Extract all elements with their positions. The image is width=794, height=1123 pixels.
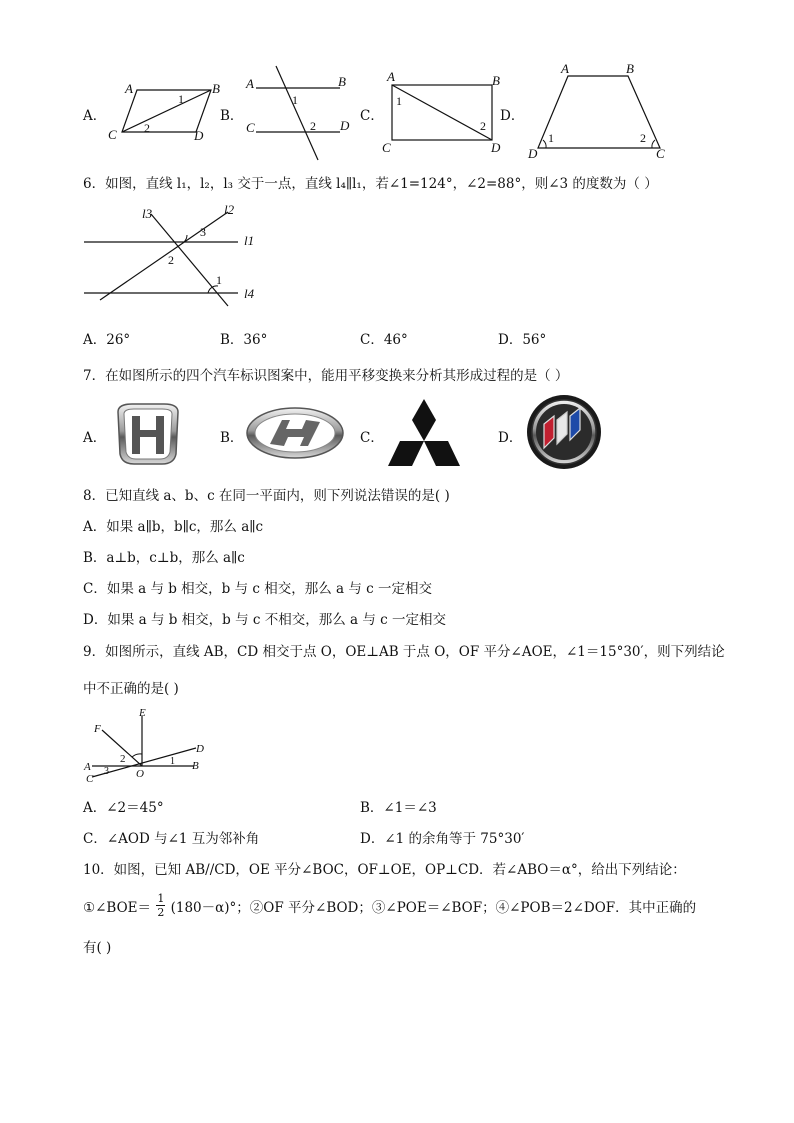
q9-figure	[80, 704, 220, 784]
q8-question-text: 8．已知直线 a、b、c 在同一平面内，则下列说法错误的是( )	[83, 488, 450, 504]
q6-option-c: C．46°	[360, 332, 408, 348]
q6-option-a: A．26°	[83, 332, 131, 348]
q5a-label-c: C	[108, 127, 117, 142]
q6-label-l3: l3	[142, 206, 153, 221]
q6-label-l1: l1	[244, 233, 255, 248]
q6-question-text: 6．如图，直线 l₁，l₂，l₃ 交于一点，直线 l₄∥l₁，若∠1=124°，∠2=88°，则∠3 的度数为（ ）	[83, 176, 658, 192]
q9-label-d: D	[196, 743, 204, 755]
q5-figure-d	[524, 62, 674, 162]
q5d-label-c: C	[656, 146, 665, 161]
q6-label-l2: l2	[224, 202, 235, 217]
q10-question-text-line1: 10．如图，已知 AB//CD，OE 平分∠BOC，OF⊥OE，OP⊥CD．若∠ABO＝α°，给出下列结论：	[83, 862, 686, 878]
q5-figure-c	[378, 70, 510, 156]
q8-option-c: C．如果 a 与 b 相交，b 与 c 相交，那么 a 与 c 一定相交	[83, 581, 433, 597]
q5c-label-d: D	[491, 140, 501, 155]
q10-fraction-denominator: 2	[157, 906, 165, 919]
q5b-label-d: D	[340, 118, 350, 133]
q5b-angle-1: 1	[292, 93, 298, 107]
q5b-label-c: C	[246, 120, 255, 135]
q6-angle-3: 3	[200, 225, 206, 239]
q5b-angle-2: 2	[310, 119, 316, 133]
q5b-label-b: B	[338, 74, 346, 89]
q6-option-b: B．36°	[220, 332, 268, 348]
hyundai-logo-image	[244, 404, 346, 462]
q9-label-c: C	[86, 773, 94, 784]
q5-figure-a	[100, 76, 230, 142]
q9-label-e: E	[139, 707, 146, 719]
q5a-label-d: D	[194, 128, 204, 142]
q8-option-d: D．如果 a 与 b 相交，b 与 c 不相交，那么 a 与 c 一定相交	[83, 612, 447, 628]
q6-angle-1: 1	[216, 273, 222, 287]
mitsubishi-logo-image	[384, 398, 464, 468]
q6-figure	[80, 198, 270, 308]
q9-option-d: D．∠1 的余角等于 75°30′	[360, 831, 525, 847]
q5d-label-d: D	[528, 146, 538, 161]
q5-option-d-label: D．	[500, 108, 525, 124]
q8-option-a: A．如果 a∥b，b∥c，那么 a∥c	[83, 519, 264, 535]
q8-option-b: B．a⊥b，c⊥b，那么 a∥c	[83, 550, 245, 566]
q5c-angle-1: 1	[396, 94, 402, 108]
q10-conclusion-1-start: ①∠BOE＝	[83, 900, 152, 916]
buick-logo-image	[526, 394, 602, 470]
q5b-label-a: A	[246, 76, 254, 91]
q9-option-a: A．∠2＝45°	[83, 800, 164, 816]
q5-option-a-label: A．	[83, 108, 107, 124]
q9-angle-3: 3	[104, 766, 109, 777]
q9-question-text-line1: 9．如图所示，直线 AB，CD 相交于点 O，OE⊥AB 于点 O，OF 平分∠AOE，∠1＝15°30′，则下列结论	[83, 644, 725, 660]
q9-angle-2: 2	[120, 753, 126, 765]
q9-label-o: O	[136, 768, 144, 780]
q5d-angle-1: 1	[548, 131, 554, 145]
q9-question-text-line2: 中不正确的是( )	[83, 681, 179, 697]
q5-option-c-label: C．	[360, 108, 384, 124]
q7-option-b-label: B．	[220, 430, 244, 446]
q5d-label-a: A	[561, 62, 569, 76]
q5a-label-a: A	[125, 81, 133, 96]
q9-option-b: B．∠1＝∠3	[360, 800, 437, 816]
q5a-label-b: B	[212, 81, 220, 96]
q5c-label-b: B	[492, 73, 500, 88]
q9-label-f: F	[94, 723, 101, 735]
q7-option-d-label: D．	[498, 430, 523, 446]
q10-conclusions-rest: (180－α)°；②OF 平分∠BOD；③∠POE＝∠BOF；④∠POB＝2∠DOF．其中正确的	[170, 900, 697, 916]
q7-option-c-label: C．	[360, 430, 384, 446]
q9-label-a: A	[84, 761, 91, 773]
q5-figure-b	[240, 64, 360, 164]
q5c-label-c: C	[382, 140, 391, 155]
q6-angle-2: 2	[168, 253, 174, 267]
q9-option-c: C．∠AOD 与∠1 互为邻补角	[83, 831, 260, 847]
q5a-angle-2: 2	[144, 121, 150, 135]
honda-logo-image	[112, 402, 184, 466]
q7-option-a-label: A．	[83, 430, 107, 446]
q5d-label-b: B	[626, 62, 634, 76]
q6-label-l4: l4	[244, 286, 255, 301]
q7-question-text: 7．在如图所示的四个汽车标识图案中，能用平移变换来分析其形成过程的是（ ）	[83, 368, 569, 384]
q5c-angle-2: 2	[480, 119, 486, 133]
q5-option-b-label: B．	[220, 108, 244, 124]
q10-fraction-numerator: 1	[157, 892, 165, 905]
q6-option-d: D．56°	[498, 332, 547, 348]
q9-label-b: B	[192, 760, 199, 772]
q9-angle-1: 1	[170, 756, 175, 767]
q5a-angle-1: 1	[178, 92, 184, 106]
q5d-angle-2: 2	[640, 131, 646, 145]
q5c-label-a: A	[387, 70, 395, 84]
q10-conclusions-line	[83, 888, 696, 922]
q10-question-text-line3: 有( )	[83, 940, 112, 956]
q10-fraction	[156, 892, 165, 919]
